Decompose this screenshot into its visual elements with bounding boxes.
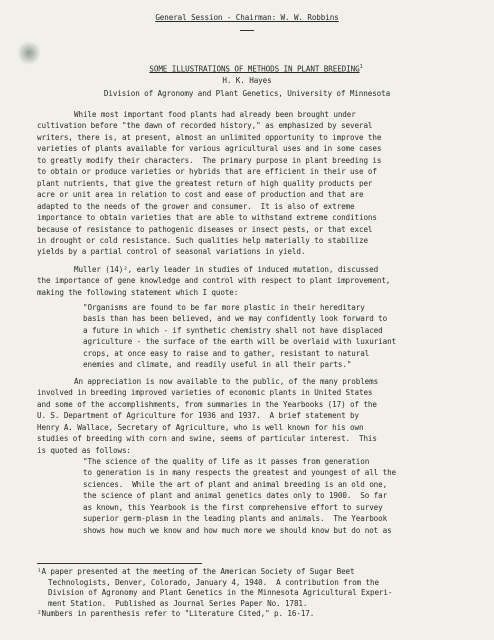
paragraph-1-line: varieties of plants available for various agricultural uses and in some cases bbox=[37, 144, 382, 154]
paragraph-1-line: to greatly modify their characters. The primary purpose in plant breeding is bbox=[37, 155, 382, 165]
paragraph-1-line: acre or unit area in relation to cost and ease of production and that are bbox=[37, 190, 364, 200]
footnote-line: ²Numbers in parenthesis refer to "Literature Cited," p. 16-17. bbox=[37, 609, 315, 619]
paper-title-text: SOME ILLUSTRATIONS OF METHODS IN PLANT BREEDING bbox=[149, 64, 360, 74]
quote-1-line: crops, at once easy to raise and to gather, resistant to natural bbox=[83, 348, 370, 358]
footnote-line: Division of Agronomy and Plant Genetics in the Minnesota Agricultural Experi- bbox=[48, 588, 393, 598]
paragraph-1-line: in drought or cold resistance. Such qualities help materially to stabilize bbox=[37, 235, 368, 245]
quote-1-line: basis than has been believed, and we may confidently look forward to bbox=[83, 314, 388, 324]
paragraph-3-line: U. S. Department of Agriculture for 1936 and 1937. A brief statement by bbox=[37, 411, 359, 421]
paragraph-2-line: the importance of gene knowledge and control with respect to plant improvement, bbox=[37, 276, 391, 286]
footnote-line: Technologists, Denver, Colorado, January 4, 1940. A contribution from the bbox=[48, 577, 379, 587]
quote-1-line: a future in which - if synthetic chemistry shall not have displaced bbox=[83, 325, 383, 335]
quote-2-line: the science of plant and animal genetics dates only to 1900. So far bbox=[83, 491, 388, 501]
header-dash bbox=[240, 30, 254, 31]
paragraph-1-line: While most important food plants had already been brought under bbox=[74, 110, 356, 119]
footnote-line: ment Station. Published as Journal Series Paper No. 1781. bbox=[48, 598, 308, 608]
paragraph-1-line: writers, there is, at present, almost an unlimited opportunity to improve the bbox=[37, 132, 382, 142]
quote-2-line: superior germ-plasm in the leading plants and animals. The Yearbook bbox=[83, 514, 388, 524]
paragraph-1-line: adapted to the needs of the grower and consumer. It is also of extreme bbox=[37, 201, 355, 211]
paragraph-2-line: Muller (14)², early leader in studies of induced mutation, discussed bbox=[74, 265, 379, 274]
quote-2-line: to generation is in many respects the greatest and youngest of all the bbox=[83, 468, 397, 478]
paragraph-1-line: cultivation before "the dawn of recorded history," as emphasized by several bbox=[37, 121, 373, 131]
paragraph-1-line: because of resistance to pathogenic diseases or insect pests, or that excel bbox=[37, 224, 373, 234]
paragraph-3-line: studies of breeding with corn and swine, seems of particular interest. This bbox=[37, 434, 377, 444]
paragraph-3-line: and some of the accomplishments, from summaries in the Yearbooks (17) of the bbox=[37, 399, 377, 409]
paragraph-2-line: making the following statement which I quote: bbox=[37, 287, 239, 297]
quote-1-line: agriculture - the surface of the earth will be overlaid with luxuriant bbox=[83, 337, 397, 347]
paragraph-3-line: is quoted as follows: bbox=[37, 445, 131, 455]
paragraph-1-line: importance to obtain varieties that are able to withstand extreme conditions bbox=[37, 213, 377, 223]
session-header: General Session - Chairman: W. W. Robbins bbox=[155, 13, 339, 22]
author-affiliation: Division of Agronomy and Plant Genetics, University of Minnesota bbox=[103, 89, 391, 98]
paragraph-1-line: yields by a partial control of seasonal variations in yield. bbox=[37, 247, 306, 257]
paragraph-3-line: involved in breeding improved varieties of economic plants in United States bbox=[37, 388, 373, 398]
paragraph-3-line: An appreciation is now available to the public, of the many problems bbox=[74, 377, 379, 386]
quote-1-line: "Organisms are found to be far more plastic in their hereditary bbox=[83, 303, 365, 312]
quote-2-line: "The science of the quality of life as it passes from generation bbox=[83, 457, 370, 466]
author-name: H. K. Hayes bbox=[222, 76, 272, 85]
quote-1-line: enemies and climate, and readily useful in all their parts." bbox=[83, 360, 352, 370]
paragraph-1-line: to obtain or produce varieties or hybrids that are efficient in their use of bbox=[37, 167, 377, 177]
quote-2-line: sciences. While the art of plant and animal breeding is an old one, bbox=[83, 479, 388, 489]
paragraph-1-line: plant nutrients, that give the greatest return of high quality products per bbox=[37, 178, 373, 188]
paragraph-3-line: Henry A. Wallace, Secretary of Agriculture, who is well known for his own bbox=[37, 422, 364, 432]
quote-2-line: shows how much we know and how much more we should know but do not as bbox=[83, 525, 392, 535]
title-footnote-marker: 1 bbox=[359, 63, 363, 70]
footnote-line: ¹A paper presented at the meeting of the American Society of Sugar Beet bbox=[37, 567, 355, 576]
footnote-rule bbox=[37, 563, 202, 564]
quote-2-line: as known, this Yearbook is the first comprehensive effort to survey bbox=[83, 502, 383, 512]
